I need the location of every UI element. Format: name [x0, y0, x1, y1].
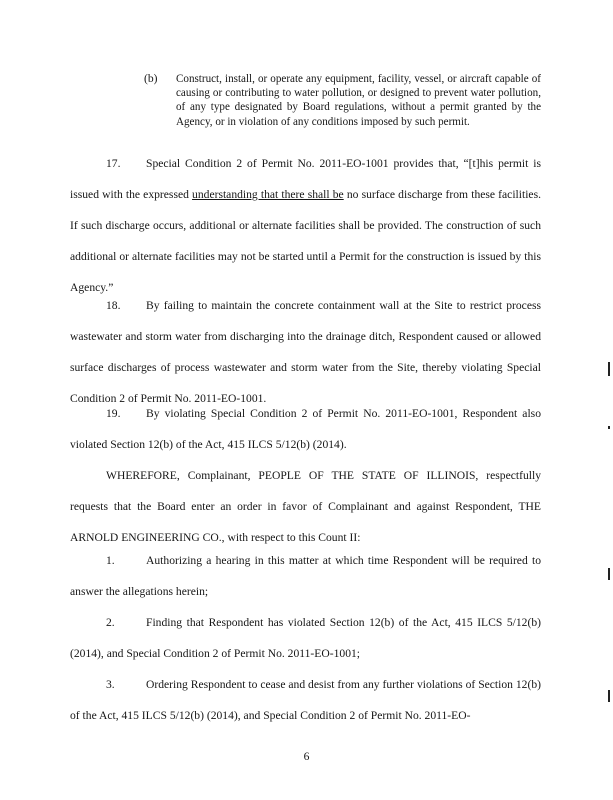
paragraph-text: By violating Special Condition 2 of Permit No. 2011-EO-1001, Respondent also violated Section 12(b) of the Act, 415 ILCS 5/12(b) (2014). [70, 407, 541, 451]
paragraph-text-before: Special Condition 2 of Permit No. 2011-EO-1001 provides that, “[t]his permit is issued with the expressed [70, 157, 541, 201]
paragraph-text: WHEREFORE, Complainant, PEOPLE OF THE STATE OF ILLINOIS, respectfully requests that the Board enter an order in favor of Complainant and against Respondent, THE ARNOLD ENGINEERING CO., with respect to this Count II: [70, 469, 541, 544]
relief-number: 2. [106, 616, 115, 629]
relief-text: Ordering Respondent to cease and desist from any further violations of Section 12(b) of the Act, 415 ILCS 5/12(b) (2014), and Special Condition 2 of Permit No. 2011-EO- [70, 678, 541, 722]
paragraph-text: By failing to maintain the concrete containment wall at the Site to restrict process wastewater and storm water from discharging into the drainage ditch, Respondent caused or allowed surface discharges of process wastewater and storm water from the Site, thereby violating Special Condition 2 of Permit No. 2011-EO-1001. [70, 299, 541, 405]
subparagraph-text: Construct, install, or operate any equipment, facility, vessel, or aircraft capable of causing or contributing to water pollution, or designed to prevent water pollution, of any type designated by Board regulations, without a permit granted by the Agency, or in violation of any conditions imposed by such permit. [176, 73, 541, 128]
paragraph-number: 17. [106, 157, 121, 170]
relief-text: Authorizing a hearing in this matter at which time Respondent will be required to answer the allegations herein; [70, 554, 541, 598]
wherefore-paragraph [70, 460, 541, 553]
paragraph-number: 19. [106, 407, 121, 420]
relief-number: 3. [106, 678, 115, 691]
margin-scan-mark [608, 362, 610, 376]
paragraph-18 [70, 290, 541, 414]
margin-scan-mark [608, 690, 610, 702]
subparagraph-letter: (b) [144, 72, 158, 85]
underlined-phrase: understanding that there shall be [192, 188, 344, 201]
relief-item-3 [70, 669, 541, 731]
relief-text: Finding that Respondent has violated Section 12(b) of the Act, 415 ILCS 5/12(b) (2014), and Special Condition 2 of Permit No. 2011-EO-1001; [70, 616, 541, 660]
page-number: 6 [303, 750, 310, 763]
paragraph-number: 18. [106, 299, 121, 312]
paragraph-17 [70, 148, 541, 303]
margin-scan-mark [608, 568, 610, 580]
margin-scan-mark [608, 426, 610, 429]
relief-item-1 [70, 545, 541, 607]
paragraph-19 [70, 398, 541, 460]
paragraph-text-after: no surface discharge from these facilities. If such discharge occurs, additional or alternate facilities shall be provided. The construction of such additional or alternate facilities may not be started until a Permit for the construction is issued by this Agency.” [70, 188, 541, 294]
relief-item-2 [70, 607, 541, 669]
relief-number: 1. [106, 554, 115, 567]
